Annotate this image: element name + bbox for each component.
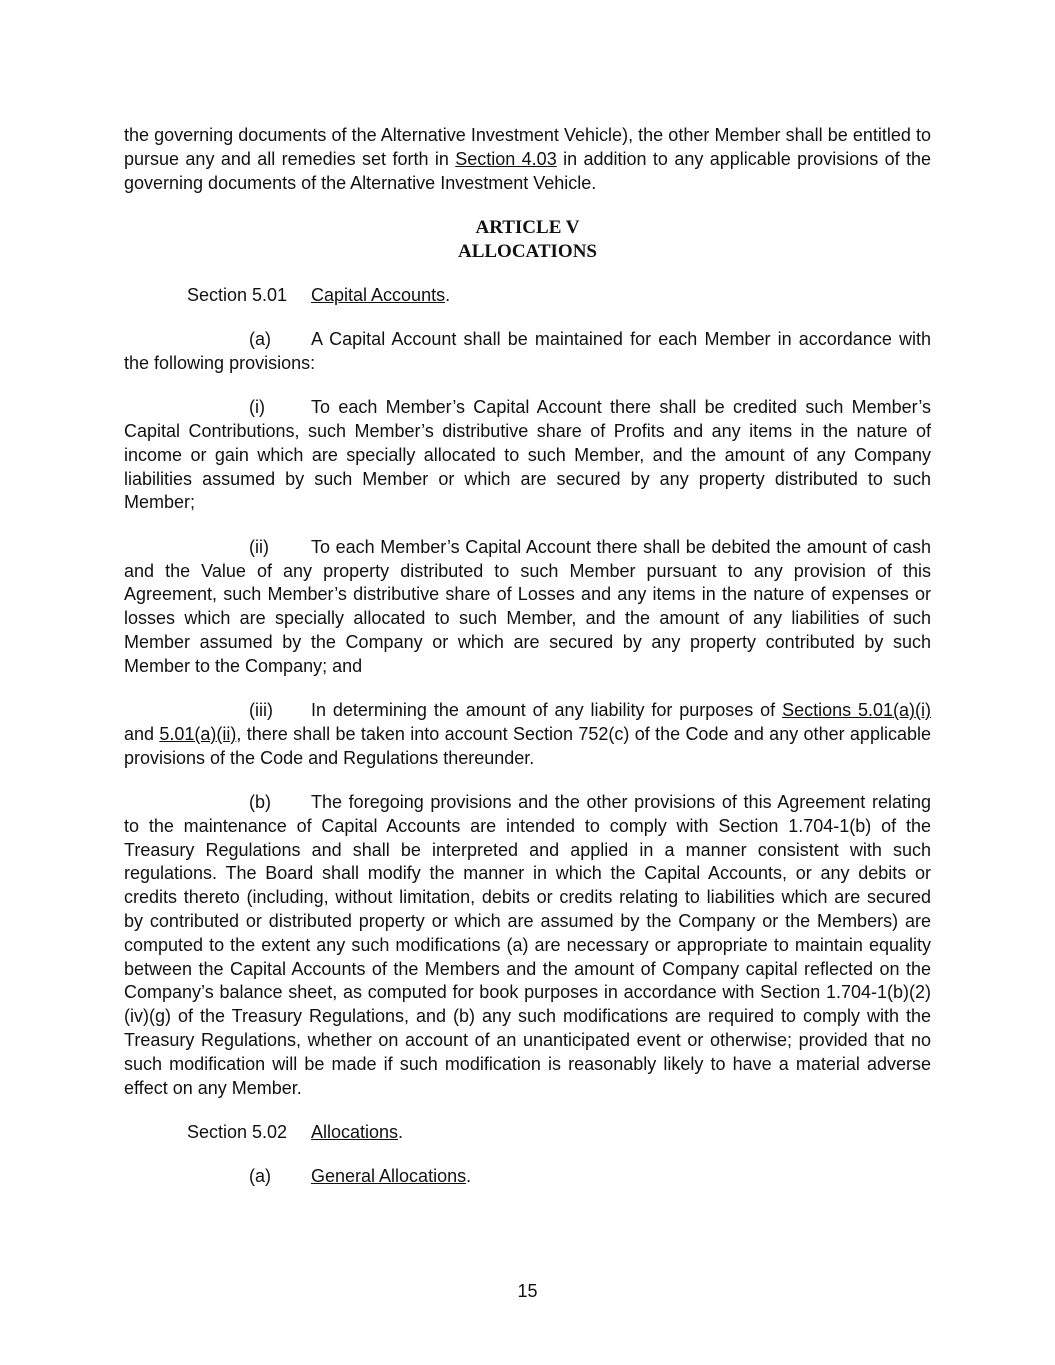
page-number: 15 [517, 1281, 538, 1301]
text: In determining the amount of any liability for purposes of [311, 700, 783, 721]
section-title: Capital Accounts [311, 284, 446, 305]
article-title: ALLOCATIONS [457, 240, 597, 262]
label: (a) [249, 1166, 271, 1187]
subsection-title: General Allocations [311, 1166, 467, 1187]
section-4-03-reference[interactable]: Section 4.03 [455, 148, 557, 169]
article-number: ARTICLE V [475, 216, 580, 238]
period: . [398, 1121, 404, 1142]
period: . [466, 1166, 472, 1187]
paragraph-a [124, 328, 931, 376]
text: and [124, 723, 160, 744]
text: The foregoing provisions and the other provisions of this Agreement relating to the maintenance of Capital Accounts are intended to comply with Section 1.704-1(b) of the Treasury Regulations and shall be interpreted and applied in a manner consistent with such regulations. The Board shall modify the manner in which the Capital Accounts, or any debits or credits thereto (including, without limitation, debits or credits relating to liabilities which are secured by contributed or distributed property or which are assumed by the Company or the Members) are computed to the extent any such modifications (a) are necessary or appropriate to maintain equality between the Capital Accounts of the Members and the amount of Company capital reflected on the Company’s balance sheet, as computed for book purposes in accordance with Section 1.704-1(b)(2)(iv)(g) of the Treasury Regulations, and (b) any such modifications are required to comply with the Treasury Regulations, whether on account of an unanticipated event or otherwise; provided that no such modification will be made if such modification is reasonably likely to have a material adverse effect on any Member. [124, 791, 931, 1098]
text: the governing documents of the Alternative Investment Vehicle), the other Member shall be entitled to pursue any and all remedies set forth in [124, 125, 931, 169]
text: To each Member’s Capital Account there shall be debited the amount of cash and the Value of any property distributed to such Member pursuant to any provision of this Agreement, such Member’s distributive share of Losses and any items in the nature of expenses or losses which are specially allocated to such Member, and the amount of any liabilities of such Member assumed by the Company or which are secured by any property contributed by such Member to the Company; and [124, 536, 931, 676]
section-5-01-heading [124, 284, 931, 308]
label: (i) [249, 397, 265, 418]
text: , there shall be taken into account Section 752(c) of the Code and any other applicable provisions of the Code and Regulations thereunder. [124, 723, 931, 768]
section-title: Allocations [311, 1121, 399, 1142]
paragraph-b [124, 791, 931, 1100]
article-heading [124, 216, 931, 264]
paragraph-ii [124, 536, 931, 679]
paragraph-i [124, 396, 931, 515]
paragraph-continuation [124, 124, 931, 195]
section-label: Section 5.02 [187, 1121, 288, 1142]
sections-reference[interactable]: Sections 5.01(a)(i) [782, 700, 932, 721]
period: . [445, 284, 451, 305]
label: (ii) [249, 536, 269, 557]
document-page [124, 124, 931, 1209]
paragraph-iii [124, 699, 931, 770]
label: (iii) [249, 700, 273, 721]
section-5-02-heading [124, 1121, 931, 1145]
text: A Capital Account shall be maintained for each Member in accordance with the following provisions: [124, 329, 931, 373]
text: in addition to any applicable provisions of the governing documents of the Alternative Investment Vehicle. [124, 148, 932, 193]
text: To each Member’s Capital Account there shall be credited such Member’s Capital Contributions, such Member’s distributive share of Profits and any items in the nature of income or gain which are specially allocated to such Member, and the amount of any Company liabilities assumed by such Member or which are secured by any property distributed to such Member; [124, 397, 931, 513]
label: (b) [249, 791, 271, 812]
label: (a) [249, 329, 271, 350]
section-reference[interactable]: 5.01(a)(ii) [159, 723, 237, 744]
section-label: Section 5.01 [187, 284, 288, 305]
section-5-02-a-heading [124, 1165, 931, 1189]
